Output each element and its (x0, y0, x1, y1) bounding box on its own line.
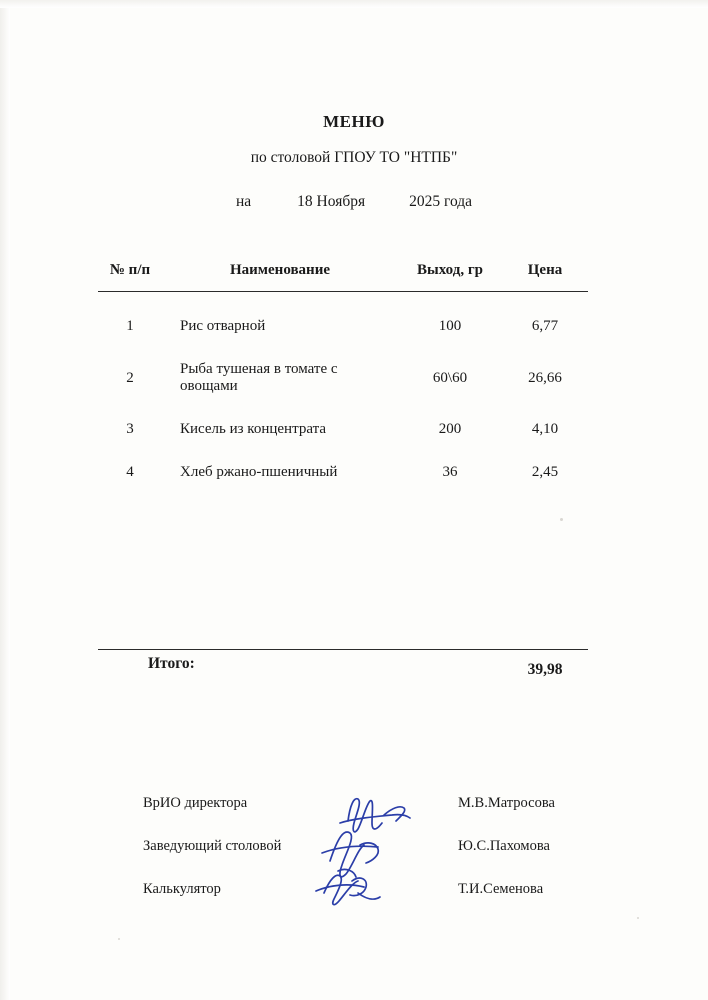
cell-name: Рис отварной (180, 318, 266, 334)
signature-role: Заведующий столовой (143, 838, 282, 854)
signature-role: Калькулятор (143, 881, 221, 897)
document-subtitle: по столовой ГПОУ ТО "НТПБ" (250, 149, 458, 166)
scan-speck (118, 938, 120, 940)
scan-edge-top (0, 0, 708, 8)
cell-output: 36 (442, 464, 458, 480)
signature-block (143, 795, 593, 924)
totals-divider (98, 649, 588, 650)
page-title: МЕНЮ (323, 112, 385, 131)
table-row (98, 408, 588, 451)
column-header-name: Наименование (162, 262, 398, 292)
cell-output: 100 (438, 318, 462, 334)
cell-name: Рыба тушеная в томате с овощами (180, 361, 338, 394)
table-row (98, 292, 588, 349)
signature-person: Ю.С.Пахомова (458, 838, 550, 854)
cell-number: 3 (126, 421, 134, 437)
column-header-output: Выход, гр (398, 262, 502, 292)
signature-person: М.В.Матросова (458, 795, 555, 811)
table-row (98, 451, 588, 494)
table-row (98, 348, 588, 408)
signature-row (143, 881, 593, 924)
cell-output: 60\60 (432, 369, 468, 386)
menu-table-body (98, 292, 588, 495)
dateline-date: 18 Ноября (297, 193, 366, 210)
cell-name: Кисель из концентрата (180, 421, 326, 437)
dateline-suffix: 2025 года (409, 193, 473, 210)
cell-price: 2,45 (531, 464, 559, 480)
dateline-prefix: на (235, 193, 252, 210)
signature-role: ВрИО директора (143, 795, 248, 811)
menu-table (98, 262, 588, 494)
signature-person: Т.И.Семенова (458, 881, 544, 897)
document-dateline (0, 193, 708, 211)
cell-number: 2 (126, 369, 134, 386)
signature-row (143, 838, 593, 881)
scan-speck (560, 518, 563, 521)
totals-label: Итого: (148, 655, 195, 672)
cell-price: 4,10 (531, 421, 559, 437)
scan-speck (637, 917, 639, 919)
cell-name: Хлеб ржано-пшеничный (180, 464, 338, 480)
signature-row (143, 795, 593, 838)
cell-number: 4 (126, 464, 134, 480)
cell-price: 26,66 (528, 369, 562, 386)
cell-output: 200 (438, 421, 462, 437)
totals-value: 39,98 (527, 661, 563, 678)
column-header-price: Цена (502, 262, 588, 292)
menu-table-head (98, 262, 588, 292)
column-header-number: № п/п (98, 262, 162, 292)
table-header-row (98, 262, 588, 292)
cell-number: 1 (126, 318, 134, 334)
cell-price: 6,77 (531, 318, 559, 334)
